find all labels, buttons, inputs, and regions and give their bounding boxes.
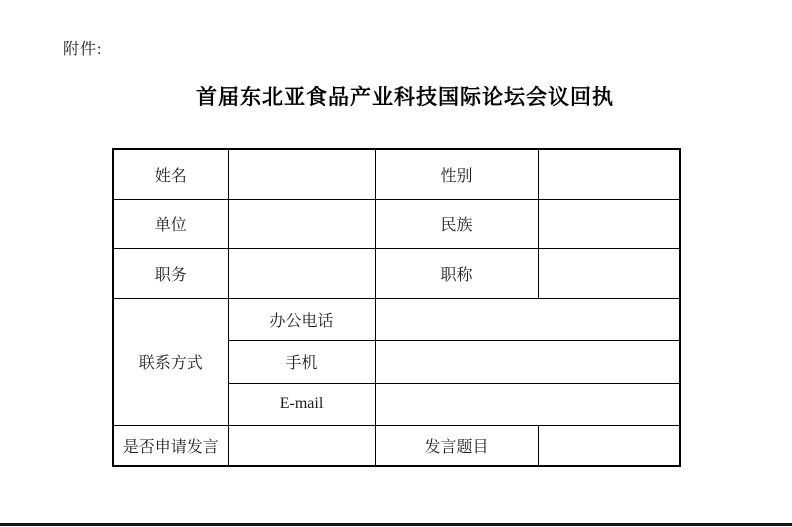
contact-input-office-phone[interactable]: [375, 298, 680, 340]
field-label-name: 姓名: [113, 149, 228, 199]
contact-section-label: 联系方式: [113, 298, 228, 425]
reply-form-table: [112, 148, 681, 467]
contact-input-mobile[interactable]: [375, 340, 680, 383]
field-label-ethnicity: 民族: [375, 199, 538, 248]
field-input-jobtitle[interactable]: [538, 248, 680, 298]
table-row-position-jobtitle: [113, 248, 680, 298]
field-input-position[interactable]: [228, 248, 375, 298]
field-input-speech-topic[interactable]: [538, 425, 680, 466]
field-label-unit: 单位: [113, 199, 228, 248]
contact-label-mobile: 手机: [228, 340, 375, 383]
field-input-ethnicity[interactable]: [538, 199, 680, 248]
contact-label-email: E-mail: [228, 383, 375, 425]
field-label-position: 职务: [113, 248, 228, 298]
table-row-office-phone: [113, 298, 680, 340]
page-bottom-edge-line: [0, 523, 792, 526]
form-title: 首届东北亚食品产业科技国际论坛会议回执: [196, 85, 614, 109]
field-label-gender: 性别: [375, 149, 538, 199]
field-label-jobtitle: 职称: [375, 248, 538, 298]
field-input-apply-speech[interactable]: [228, 425, 375, 466]
contact-label-office-phone: 办公电话: [228, 298, 375, 340]
field-label-apply-speech: 是否申请发言: [113, 425, 228, 466]
table-row-unit-ethnicity: [113, 199, 680, 248]
field-label-speech-topic: 发言题目: [375, 425, 538, 466]
attachment-label: 附件:: [63, 41, 103, 58]
field-input-name[interactable]: [228, 149, 375, 199]
contact-input-email[interactable]: [375, 383, 680, 425]
field-input-gender[interactable]: [538, 149, 680, 199]
table-row-speech: [113, 425, 680, 466]
table-row-name-gender: [113, 149, 680, 199]
field-input-unit[interactable]: [228, 199, 375, 248]
